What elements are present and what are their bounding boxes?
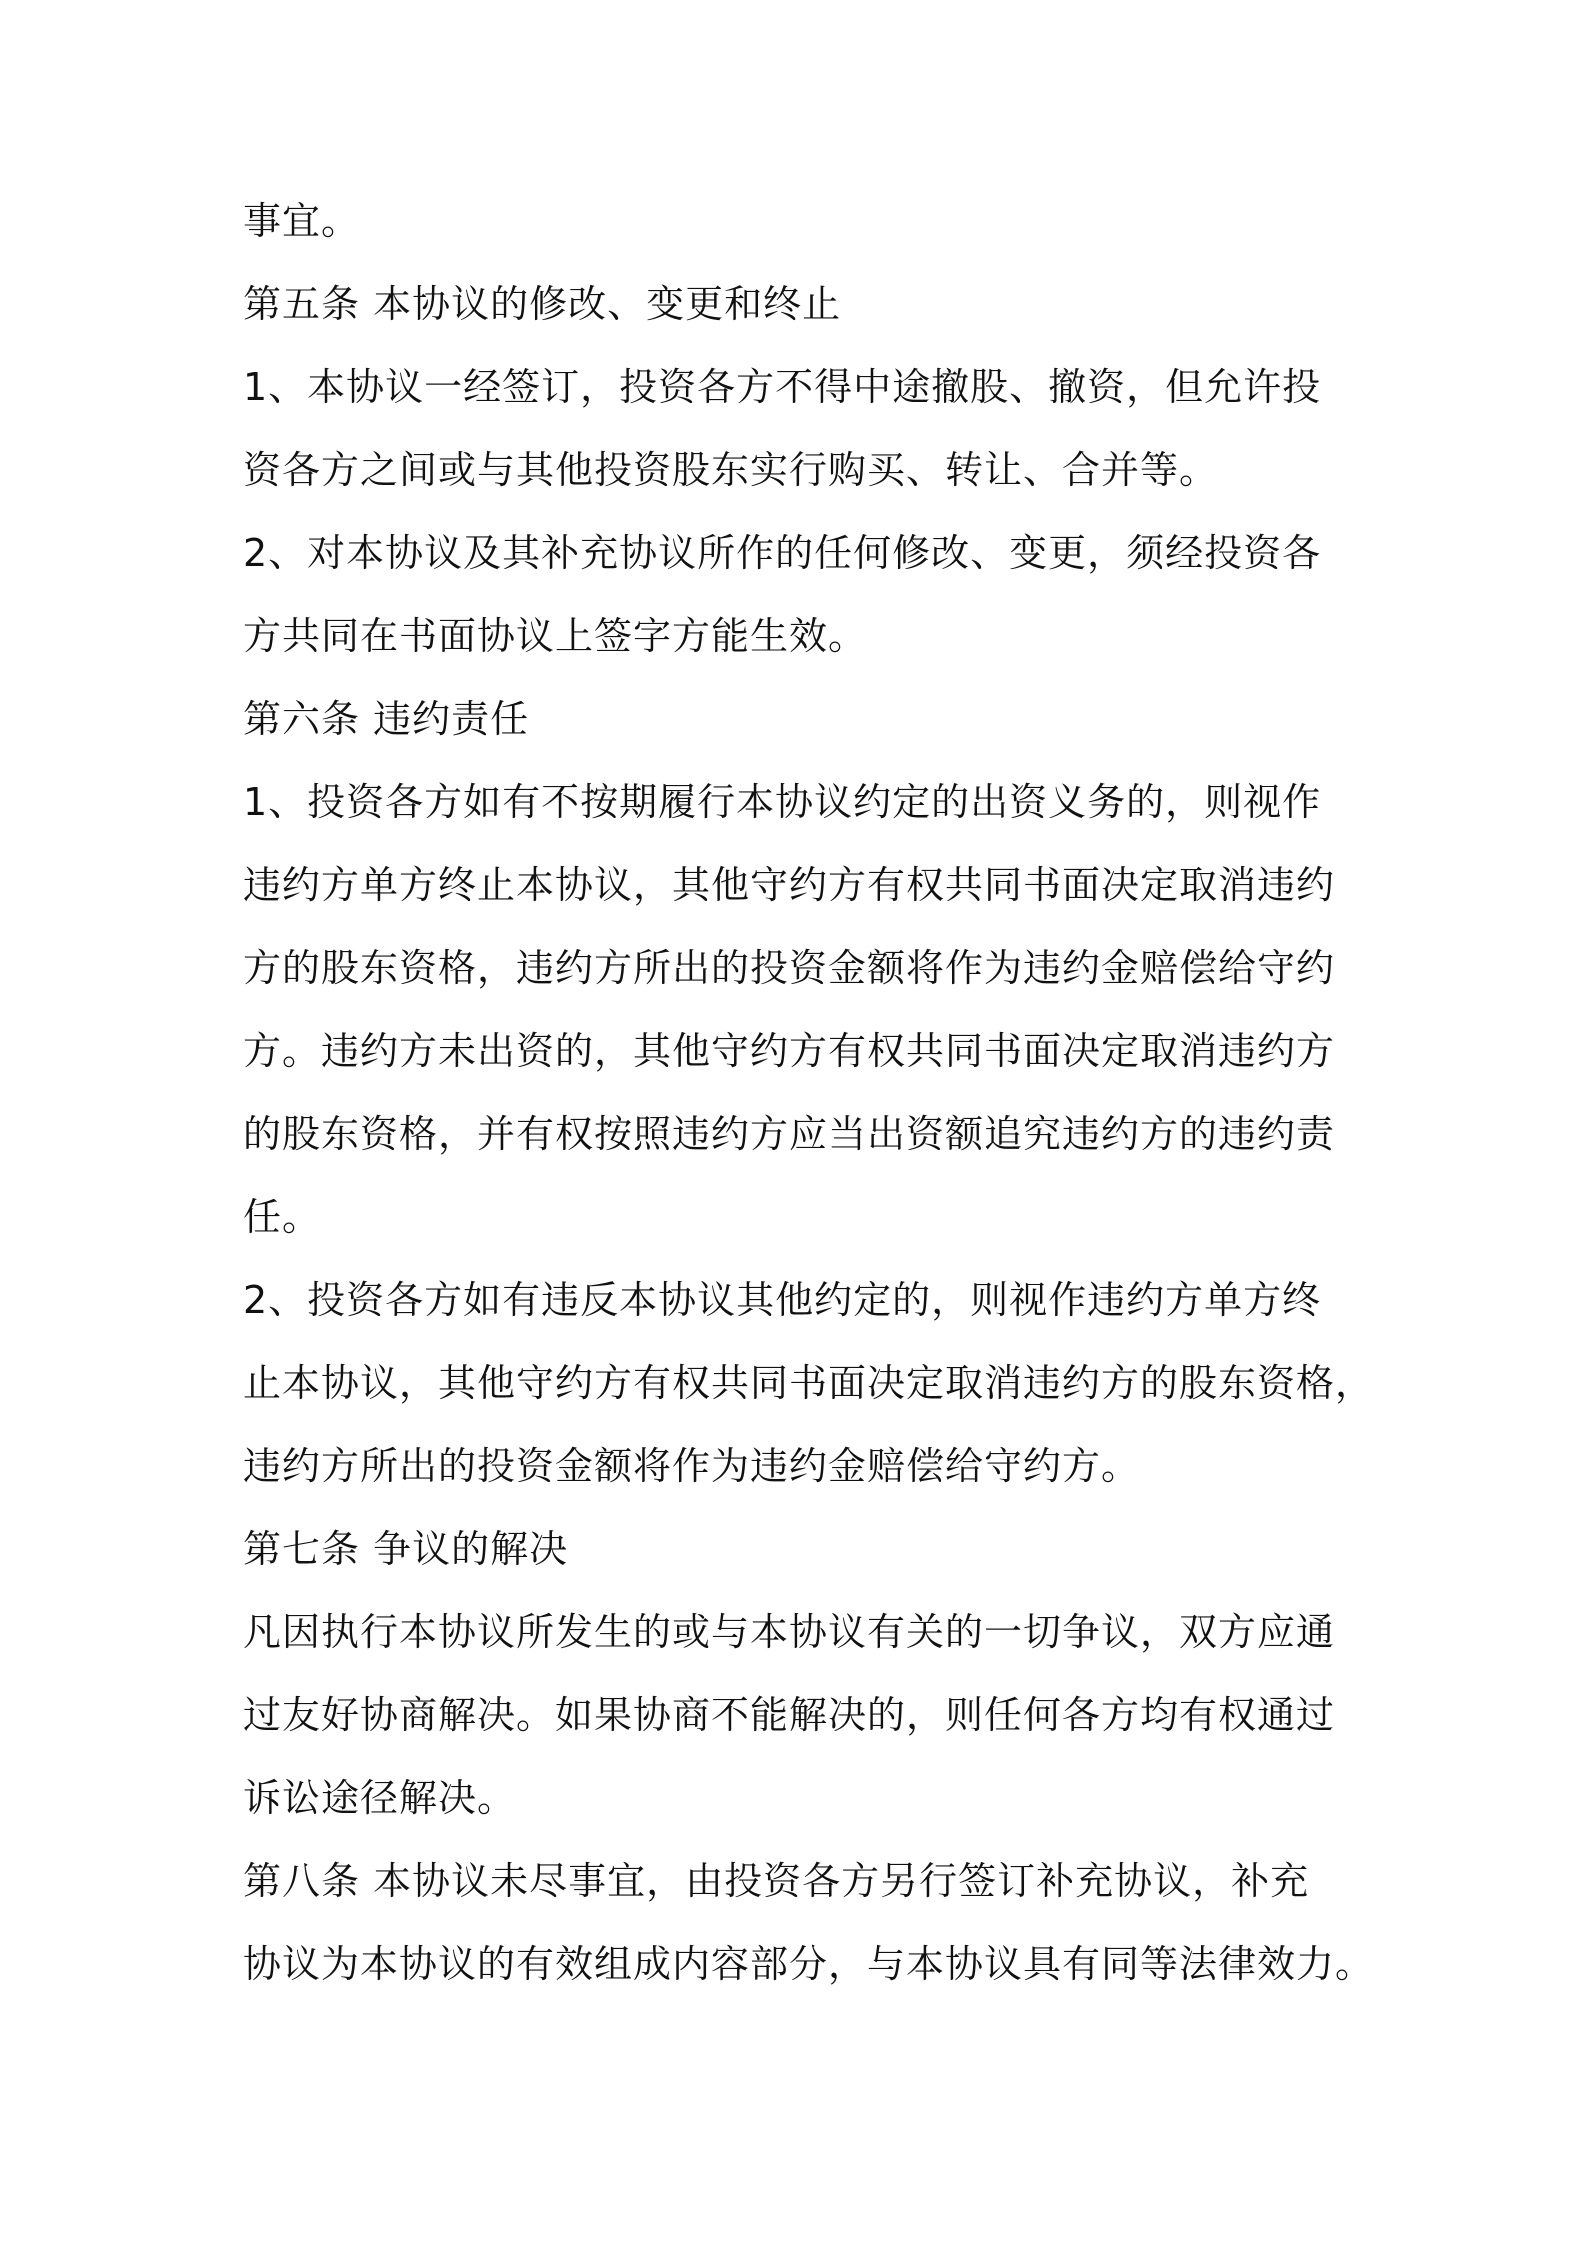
article-5-clause-1-line-2: 资各方之间或与其他投资股东实行购买、转让、合并等。 [243,448,1219,492]
article-5-clause-2-line-2: 方共同在书面协议上签字方能生效。 [243,614,868,658]
article-5-clause-1-line-1: 1、本协议一经签订，投资各方不得中途撤股、撤资，但允许投 [243,365,1322,409]
article-5-heading: 第五条 本协议的修改、变更和终止 [243,282,842,326]
text-line-carryover: 事宜。 [243,199,361,243]
article-6-clause-2-line-2: 止本协议，其他守约方有权共同书面决定取消违约方的股东资格， [243,1361,1375,1405]
article-6-heading: 第六条 违约责任 [243,697,530,741]
article-8-line-1: 第八条 本协议未尽事宜，由投资各方另行签订补充协议，补充 [243,1859,1310,1903]
article-7-heading: 第七条 争议的解决 [243,1527,569,1571]
article-6-clause-1-line-5: 的股东资格，并有权按照违约方应当出资额追究违约方的违约责 [243,1112,1336,1156]
article-6-clause-1-line-4: 方。违约方未出资的，其他守约方有权共同书面决定取消违约方 [243,1029,1336,1073]
article-6-clause-1-line-3: 方的股东资格，违约方所出的投资金额将作为违约金赔偿给守约 [243,946,1336,990]
article-6-clause-2-line-3: 违约方所出的投资金额将作为违约金赔偿给守约方。 [243,1444,1141,1488]
article-8-line-2: 协议为本协议的有效组成内容部分，与本协议具有同等法律效力。 [243,1942,1375,1986]
article-6-clause-1-line-1: 1、投资各方如有不按期履行本协议约定的出资义务的，则视作 [243,780,1322,824]
article-6-clause-1-line-2: 违约方单方终止本协议，其他守约方有权共同书面决定取消违约 [243,863,1336,907]
article-7-body-line-2: 过友好协商解决。如果协商不能解决的，则任何各方均有权通过 [243,1693,1336,1737]
article-6-clause-1-line-6: 任。 [243,1195,322,1239]
article-5-clause-2-line-1: 2、对本协议及其补充协议所作的任何修改、变更，须经投资各 [243,531,1322,575]
article-7-body-line-3: 诉讼途径解决。 [243,1776,517,1820]
article-7-body-line-1: 凡因执行本协议所发生的或与本协议有关的一切争议，双方应通 [243,1610,1336,1654]
article-6-clause-2-line-1: 2、投资各方如有违反本协议其他约定的，则视作违约方单方终 [243,1278,1322,1322]
